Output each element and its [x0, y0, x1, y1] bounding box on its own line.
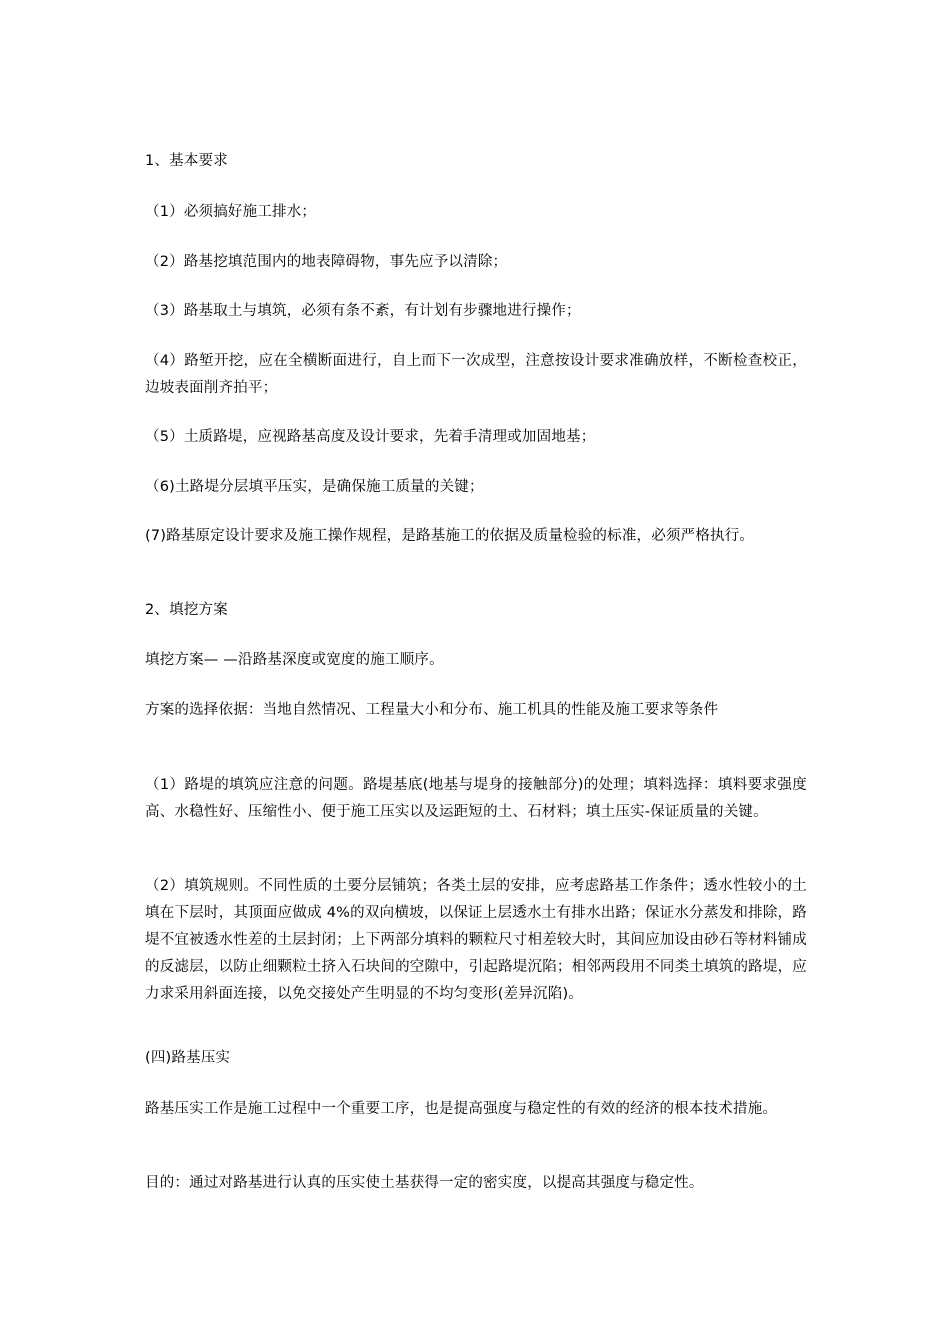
paragraph-filling-rules: （2）填筑规则。不同性质的土要分层铺筑；各类土层的安排，应考虑路基工作条件；透水性较小的土填在下层时，其顶面应做成 4%的双向横坡，以保证上层透水土有排水出路；保证水分蒸发和排除，路堤不宜被透水性差的土层封闭；上下两部分填料的颗粒尺寸相差较大时，其间应加设由砂石等材料铺成的反滤层，以防止细颗粒土挤入石块间的空隙中，引起路堤沉陷；相邻两段用不同类土填筑的路堤，应力求采用斜面连接，以免交接处产生明显的不均匀变形(差异沉陷)。: [145, 878, 807, 1002]
requirement-item-3: （3）路基取土与填筑，必须有条不紊，有计划有步骤地进行操作；: [145, 303, 581, 319]
paragraph-compaction-importance: 路基压实工作是施工过程中一个重要工序，也是提高强度与稳定性的有效的经济的根本技术措施。: [145, 1101, 778, 1117]
section-heading-fill-cut-plan: 2、填挖方案: [145, 602, 228, 618]
paragraph-embankment-issues: （1）路堤的填筑应注意的问题。路堤基底(地基与堤身的接触部分)的处理；填料选择：填料要求强度高、水稳性好、压缩性小、便于施工压实以及运距短的土、石材料；填土压实-保证质量的关键。: [145, 777, 807, 820]
requirement-item-5: （5）土质路堤，应视路基高度及设计要求，先着手清理或加固地基；: [145, 429, 596, 445]
plan-definition: 填挖方案— —沿路基深度或宽度的施工顺序。: [145, 652, 444, 668]
section-heading-compaction: (四)路基压实: [145, 1050, 231, 1066]
requirement-item-2: （2）路基挖填范围内的地表障碍物，事先应予以清除；: [145, 254, 508, 270]
requirement-item-1: （1）必须搞好施工排水；: [145, 204, 317, 220]
requirement-item-4: （4）路堑开挖，应在全横断面进行，自上而下一次成型，注意按设计要求准确放样，不断检查校正，边坡表面削齐拍平；: [145, 353, 807, 396]
requirement-item-7: (7)路基原定设计要求及施工操作规程，是路基施工的依据及质量检验的标准，必须严格执行。: [145, 528, 755, 544]
section-heading-basic-requirements: 1、基本要求: [145, 153, 228, 169]
paragraph-compaction-purpose: 目的：通过对路基进行认真的压实使土基获得一定的密实度，以提高其强度与稳定性。: [145, 1175, 704, 1191]
plan-selection-basis: 方案的选择依据：当地自然情况、工程量大小和分布、施工机具的性能及施工要求等条件: [145, 702, 719, 718]
requirement-item-6: （6)土路堤分层填平压实，是确保施工质量的关键；: [145, 479, 484, 495]
